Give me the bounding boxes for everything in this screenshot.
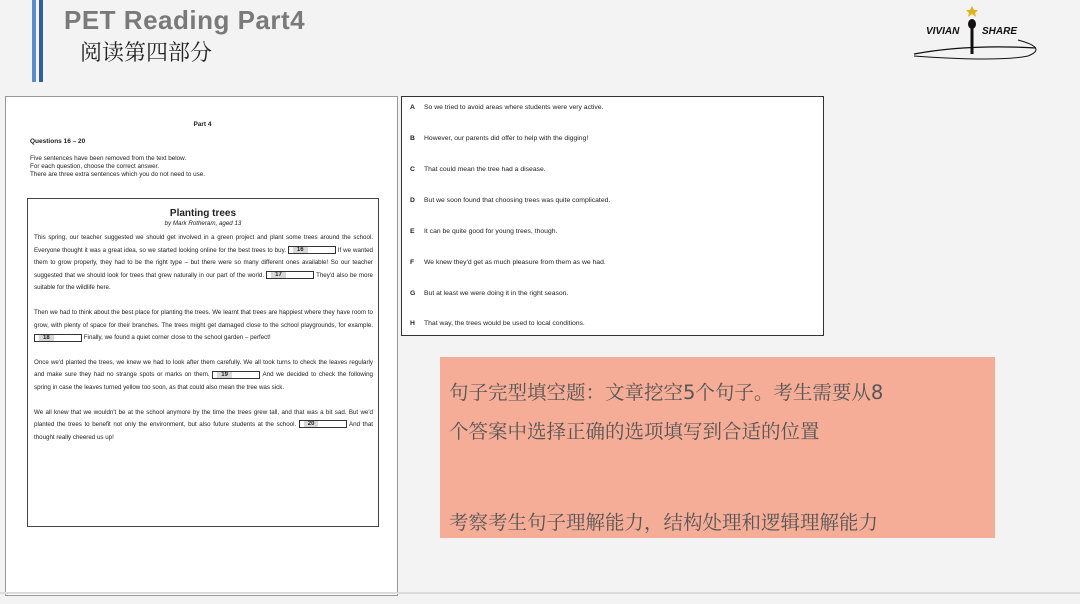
paragraph-text: Then we had to think about the best place for planting the trees. We learnt that trees are happiest where they have room to grow, with plenty of space for their branches. The trees might get damaged close to the school playgrounds, for example. [34, 308, 373, 329]
text-paragraph [28, 307, 378, 345]
option-item [410, 197, 610, 204]
option-letter: B [410, 135, 415, 142]
option-letter: D [410, 197, 415, 204]
option-text: But at least we were doing it in the right season. [424, 290, 569, 297]
paragraph-text: They'd also be more suitable for the wildlife here. [34, 271, 373, 292]
option-letter: G [410, 290, 416, 297]
option-item [410, 228, 557, 235]
paragraph-text: Once we'd planted the trees, we knew we had to look after them carefully. We all took turns to check the leaves regularly and make sure they had no strange spots or marks on them. [34, 358, 373, 379]
note-line: 考察考生句子理解能力，结构处理和逻辑理解能力 [449, 511, 879, 534]
paragraph-text: And we decided to check the following spring in case the leaves turned yellow too soon, as that could also mean the tree was sick. [34, 371, 373, 391]
option-letter: H [410, 320, 415, 327]
reading-text-box [27, 198, 379, 527]
option-item [410, 320, 585, 327]
logo-text: VIVIAN [926, 26, 960, 37]
option-text: That way, the trees would be used to local conditions. [424, 320, 585, 327]
instruction-line: Five sentences have been removed from the text below. [30, 155, 187, 162]
option-letter: A [410, 104, 415, 111]
option-text: However, our parents did offer to help with the digging! [424, 135, 589, 142]
answer-gap [299, 420, 347, 428]
answer-options-panel [401, 96, 824, 336]
gap-number: 20 [304, 421, 319, 427]
paper-part-heading: Part 4 [193, 121, 212, 128]
note-line: 个答案中选择正确的选项填写到合适的位置 [449, 420, 820, 443]
divider [0, 592, 1080, 594]
gap-number: 17 [271, 272, 286, 278]
paragraph-text: If we wanted them to grow properly, they had to be the right type – but there were so many different ones available! So our teacher suggested that we should look for trees that grew naturally in our part of the world. [34, 246, 373, 279]
option-letter: F [410, 259, 415, 266]
option-letter: C [410, 166, 415, 173]
option-item [410, 290, 568, 297]
explanation-note-box [440, 357, 995, 538]
accent-bar [32, 0, 36, 82]
option-text: So we tried to avoid areas where students were very active. [424, 104, 604, 111]
option-item [410, 166, 546, 173]
paper-questions-heading: Questions 16 – 20 [30, 138, 86, 145]
option-item [410, 104, 603, 111]
answer-gap [288, 246, 336, 254]
option-item [410, 135, 588, 142]
gap-number: 18 [39, 335, 54, 341]
option-letter: E [410, 228, 415, 235]
text-paragraph [28, 407, 378, 445]
gap-number: 16 [293, 247, 308, 253]
exam-paper [5, 96, 398, 596]
text-paragraph [28, 232, 378, 295]
accent-bar [39, 0, 43, 82]
note-line: 句子完型填空题：文章挖空5个句子。考生需要从8 [449, 381, 884, 404]
option-text: It can be quite good for young trees, though. [424, 228, 558, 235]
option-text: We knew they'd get as much pleasure from them as we had. [424, 259, 606, 266]
text-title: Planting trees [169, 208, 237, 219]
instruction-line: For each question, choose the correct answer. [30, 163, 160, 170]
vivian-share-logo [908, 4, 1048, 66]
paper-instructions [30, 155, 205, 179]
slide-title: PET Reading Part4 [64, 5, 306, 35]
logo-text: SHARE [982, 26, 1018, 37]
option-text: But we soon found that choosing trees was quite complicated. [424, 197, 611, 204]
answer-gap [212, 371, 260, 379]
paragraph-text: We all knew that we wouldn't be at the school anymore by the time the trees grew tall, and that was a bit sad. But we'd planted the trees to benefit not only the environment, but also future students at the school. [34, 408, 373, 429]
slide-subtitle: 阅读第四部分 [80, 41, 213, 66]
paragraph-text: Finally, we found a quiet corner close to the school garden – perfect! [82, 334, 271, 342]
text-paragraph [28, 357, 378, 395]
instruction-line: There are three extra sentences which you do not need to use. [30, 171, 206, 178]
gap-number: 19 [217, 372, 232, 378]
option-item [410, 259, 606, 266]
paragraph-text: This spring, our teacher suggested we should get involved in a green project and plant some trees around the school. Everyone thought it was a great idea, so we started looking online for the best trees to buy. [34, 234, 373, 254]
text-author: by Mark Rotheram, aged 13 [164, 220, 242, 227]
answer-gap [266, 271, 314, 279]
paragraph-text: And that thought really cheered us up! [34, 421, 373, 441]
answer-gap [34, 334, 82, 342]
option-text: That could mean the tree had a disease. [424, 166, 546, 173]
